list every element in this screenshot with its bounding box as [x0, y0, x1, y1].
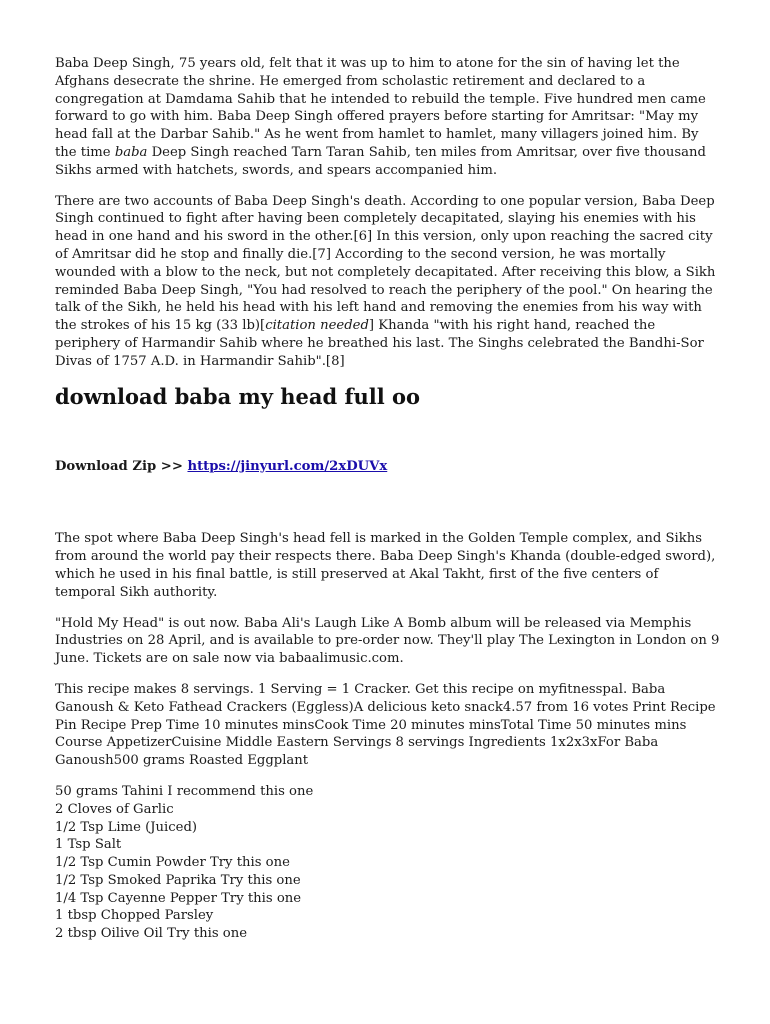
- italic-baba: baba: [114, 144, 148, 160]
- ingredient-list: [55, 783, 720, 943]
- paragraph-recipe: This recipe makes 8 servings. 1 Serving = 1 Cracker. Get this recipe on myfitnesspal. Baba Ganoush & Keto Fathead Crackers (Eggless)A delicious keto snack4.57 from 16 votes Print Recipe Pin Recipe Prep Time 10 minutes minsCook Time 20 minutes minsTotal Time 50 minutes mins Course AppetizerCuisine Middle Eastern Servings 8 servings Ingredients 1x2x3xFor Baba Ganoush500 grams Roasted Eggplant: [55, 681, 716, 769]
- vertical-spacer: [55, 475, 720, 530]
- list-item: 2 Cloves of Garlic: [55, 801, 174, 817]
- document-body: [55, 55, 720, 943]
- paragraph-head-fell-spot: The spot where Baba Deep Singh's head fell is marked in the Golden Temple complex, and Sikhs from around the world pay their respects there. Baba Deep Singh's Khanda (double-edged sword), which he used in his final battle, is still preserved at Akal Takht, first of the five centers of temporal Sikh authority.: [55, 531, 716, 600]
- download-line: [55, 458, 720, 476]
- list-item: 1/2 Tsp Cumin Powder Try this one: [55, 855, 290, 871]
- download-label: Download Zip >>: [55, 458, 188, 474]
- list-item: 1/2 Tsp Smoked Paprika Try this one: [55, 872, 301, 888]
- section-heading: download baba my head full oo: [55, 383, 421, 409]
- paragraph-death-accounts: There are two accounts of Baba Deep Singh's death. According to one popular version, Baba Deep Singh continued to fight after having been completely decapitated, slaying his enemies with his head in one hand and his sword in the other.[6] In this version, only upon reaching the sacred city of Amritsar did he stop and finally die.[7] According to the second version, he was mortally wounded with a blow to the neck, but not completely decapitated. After receiving this blow, a Sikh reminded Baba Deep Singh, "You had resolved to reach the periphery of the pool." On hearing the talk of the Sikh, he held his head with his left hand and removing the enemies from his way with the strokes of his 15 kg (33 lb)[citation needed] Khanda "with his right hand, reached the periphery of Harmandir Sahib where he breathed his last. The Singhs celebrated the Bandhi-Sor Divas of 1757 A.D. in Harmandir Sahib".[8]: [55, 193, 716, 369]
- list-item: 1 tbsp Chopped Parsley: [55, 908, 214, 924]
- list-item: 1/2 Tsp Lime (Juiced): [55, 819, 198, 835]
- paragraph-hold-my-head: "Hold My Head" is out now. Baba Ali's Laugh Like A Bomb album will be released via Memphis Industries on 28 April, and is available to pre-order now. They'll play The Lexington in London on 9 June. Tickets are on sale now via babaalimusic.com.: [55, 615, 720, 667]
- download-link[interactable]: https://jinyurl.com/2xDUVx: [187, 458, 388, 474]
- italic-citation-needed: citation needed: [265, 318, 369, 334]
- list-item: 1/4 Tsp Cayenne Pepper Try this one: [55, 890, 302, 906]
- list-item: 50 grams Tahini I recommend this one: [55, 783, 314, 799]
- paragraph-baba-deep-singh-march: Baba Deep Singh, 75 years old, felt that it was up to him to atone for the sin of having let the Afghans desecrate the shrine. He emerged from scholastic retirement and declared to a congregation at Damdama Sahib that he intended to rebuild the temple. Five hundred men came forward to go with him. Baba Deep Singh offered prayers before starting for Amritsar: "May my head fall at the Darbar Sahib." As he went from hamlet to hamlet, many villagers joined him. By the time baba Deep Singh reached Tarn Taran Sahib, ten miles from Amritsar, over five thousand Sikhs armed with hatchets, swords, and spears accompanied him.: [55, 56, 706, 178]
- list-item: 2 tbsp Oilive Oil Try this one: [55, 926, 248, 942]
- list-item: 1 Tsp Salt: [55, 837, 122, 853]
